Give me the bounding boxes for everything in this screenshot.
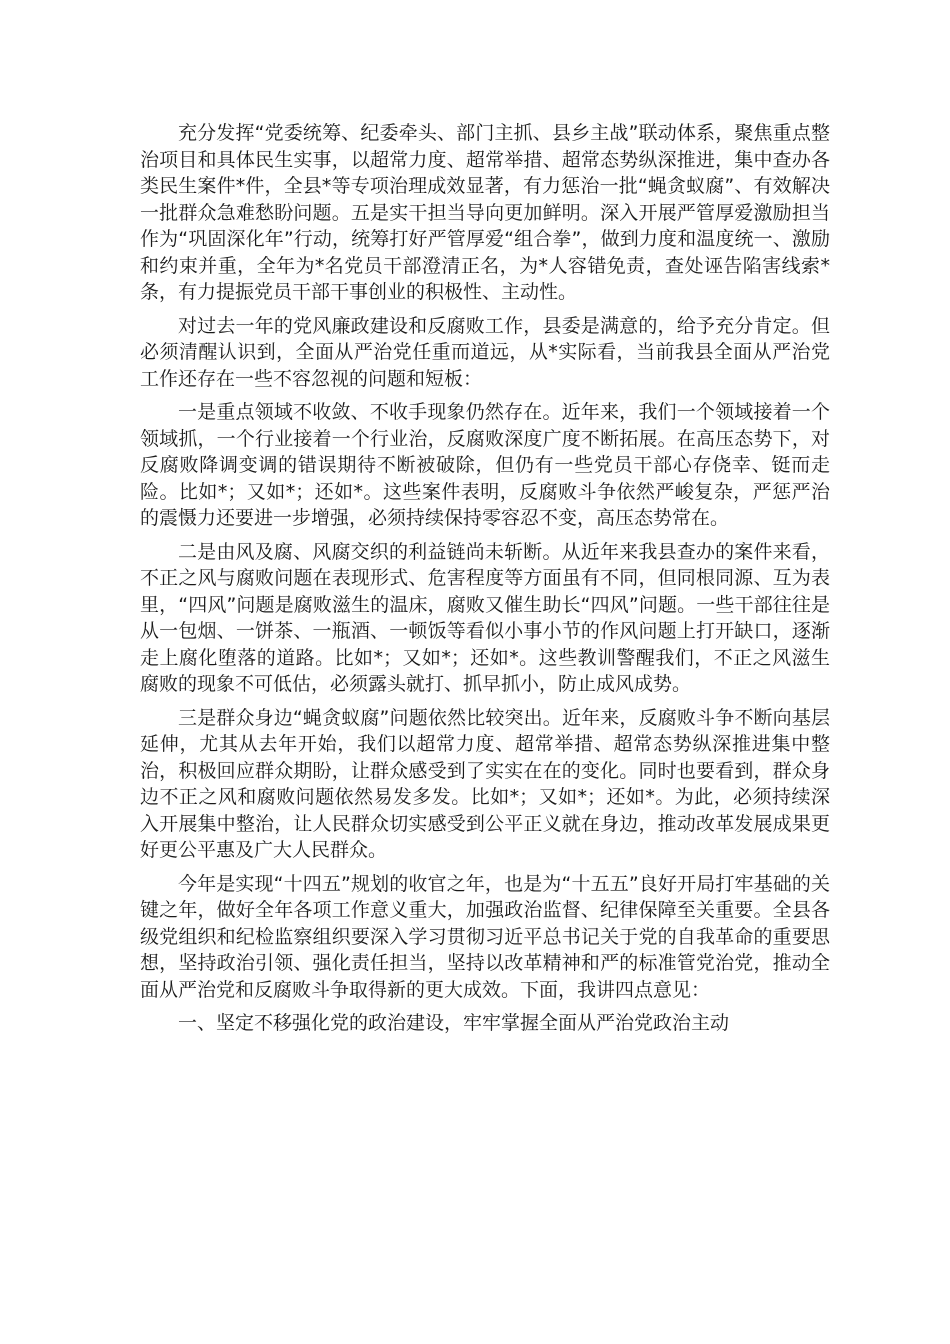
paragraph-problem-two: 二是由风及腐、风腐交织的利益链尚未斩断。从近年来我县查办的案件来看，不正之风与腐败问题在表现形式、危害程度等方面虽有不同，但同根同源、互为表里，“四风”问题是腐败滋生的温床，腐败又催生助长“四风”问题。一些干部往往是从一包烟、一饼茶、一瓶酒、一顿饭等看似小事小节的作风问题上打开缺口，逐渐走上腐化堕落的道路。比如*；又如*；还如*。这些教训警醒我们，不正之风滋生腐败的现象不可低估，必须露头就打、抓早抓小，防止成风成势。 — [140, 540, 830, 695]
paragraph-this-year: 今年是实现“十四五”规划的收官之年，也是为“十五五”良好开局打牢基础的关键之年，做好全年各项工作意义重大，加强政治监督、纪律保障至关重要。全县各级党组织和纪检监察组织要深入学习贯彻习近平总书记关于党的自我革命的重要思想，坚持政治引领、强化责任担当，坚持以改革精神和严的标准管党治党，推动全面从严治党和反腐败斗争取得新的更大成效。下面，我讲四点意见： — [140, 872, 830, 1001]
paragraph-achievements: 充分发挥“党委统筹、纪委牵头、部门主抓、县乡主战”联动体系，聚焦重点整治项目和具体民生实事，以超常力度、超常举措、超常态势纵深推进，集中查办各类民生案件*件，全县*等专项治理成效显著，有力惩治一批“蝇贪蚁腐”、有效解决一批群众急难愁盼问题。五是实干担当导向更加鲜明。深入开展严管厚爱激励担当作为“巩固深化年”行动，统筹打好严管厚爱“组合拳”，做到力度和温度统一、激励和约束并重，全年为*名党员干部澄清正名，为*人容错免责，查处诬告陷害线索*条，有力提振党员干部干事创业的积极性、主动性。 — [140, 122, 830, 303]
paragraph-problem-one: 一是重点领域不收敛、不收手现象仍然存在。近年来，我们一个领域接着一个领域抓，一个行业接着一个行业治，反腐败深度广度不断拓展。在高压态势下，对反腐败降调变调的错误期待不断被破除，但仍有一些党员干部心存侥幸、铤而走险。比如*；又如*；还如*。这些案件表明，反腐败斗争依然严峻复杂，严惩严治的震慑力还要进一步增强，必须持续保持零容忍不变，高压态势常在。 — [140, 401, 830, 529]
section-heading-one: 一、坚定不移强化党的政治建设，牢牢掌握全面从严治党政治主动 — [178, 1012, 730, 1034]
document-body — [140, 120, 830, 1044]
paragraph-problem-three: 三是群众身边“蝇贪蚁腐”问题依然比较突出。近年来，反腐败斗争不断向基层延伸，尤其从去年开始，我们以超常力度、超常举措、超常态势纵深推进集中整治，积极回应群众期盼，让群众感受到了实实在在的变化。同时也要看到，群众身边不正之风和腐败问题依然易发多发。比如*；又如*；还如*。为此，必须持续深入开展集中整治，让人民群众切实感受到公平正义就在身边，推动改革发展成果更好更公平惠及广大人民群众。 — [140, 706, 830, 861]
paragraph-assessment: 对过去一年的党风廉政建设和反腐败工作，县委是满意的，给予充分肯定。但必须清醒认识到，全面从严治党任重而道远，从*实际看，当前我县全面从严治党工作还存在一些不容忽视的问题和短板： — [140, 314, 830, 390]
